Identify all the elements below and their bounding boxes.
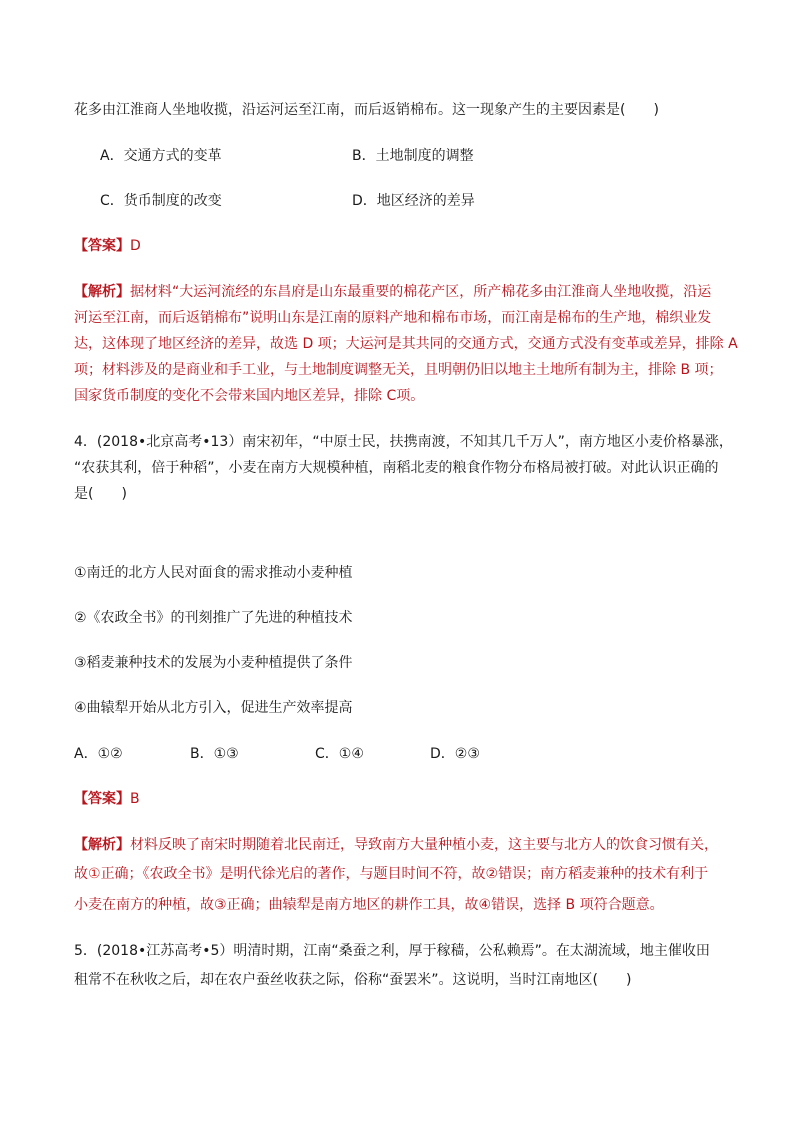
q4-item-2: ②《农政全书》的刊刻推广了先进的种植技术: [74, 610, 353, 626]
q3-analysis-label: 【解析】: [74, 284, 130, 300]
q4-answer-value: B: [130, 791, 140, 807]
q4-item-4: ④曲辕犁开始从北方引入，促进生产效率提高: [74, 700, 353, 716]
q3-analysis-line-2: 河运至江南，而后返销棉布”说明山东是江南的原料产地和棉布市场，而江南是棉布的生产地，棉织业发: [74, 310, 712, 326]
q5-stem-line-1: 5．(2018•江苏高考•5）明清时期，江南“桑蚕之利，厚于稼穑，公私赖焉”。在太湖流域，地主催收田: [74, 943, 710, 959]
q3-answer: [74, 236, 141, 256]
q4-analysis-label: 【解析】: [74, 837, 130, 853]
q3-analysis-text-1: 据材料“大运河流经的东昌府是山东最重要的棉花产区，所产棉花多由江淮商人坐地收揽，沿运: [130, 284, 712, 300]
q4-option-b: B．①③: [190, 746, 239, 762]
q3-analysis-line-1: [74, 282, 711, 302]
q4-analysis-text-2-mark: ①: [88, 866, 101, 882]
q3-answer-value: D: [130, 238, 141, 254]
q4-stem-line-2: “农获其利，倍于种稻”，小麦在南方大规模种植，南稻北麦的粮食作物分布格局被打破。对此认识正确的: [74, 460, 719, 476]
q3-stem-tail: 花多由江淮商人坐地收揽，沿运河运至江南，而后返销棉布。这一现象产生的主要因素是( ): [74, 102, 659, 118]
q4-option-c: C．①④: [315, 746, 364, 762]
q4-stem-line-3: 是( ): [74, 486, 127, 502]
q4-analysis-line-1: [74, 835, 718, 855]
q4-analysis-text-1: 材料反映了南宋时期随着北民南迁，导致南方大量种植小麦，这主要与北方人的饮食习惯有关，: [130, 837, 718, 853]
q3-option-b: B．土地制度的调整: [352, 148, 474, 164]
q3-analysis-line-5: 国家货币制度的变化不会带来国内地区差异，排除 C项。: [74, 388, 425, 404]
q4-analysis-text-2-post: 正确；《农政全书》是明代徐光启的著作，与题目时间不符，故②错误；南方稻麦兼种的技术有利于: [100, 866, 709, 882]
q3-answer-label: 【答案】: [74, 238, 130, 254]
q4-option-a: A．①②: [74, 746, 123, 762]
q3-option-d: D．地区经济的差异: [352, 193, 475, 209]
q4-item-3: ③稻麦兼种技术的发展为小麦种植提供了条件: [74, 655, 353, 671]
q4-analysis-text-2-pre: 故: [74, 866, 88, 882]
q3-analysis-line-3: 达，这体现了地区经济的差异，故选 D 项；大运河是其共同的交通方式，交通方式没有变革或差异，排除 A: [74, 336, 738, 352]
q4-option-d: D．②③: [430, 746, 480, 762]
q4-item-1: ①南迁的北方人民对面食的需求推动小麦种植: [74, 565, 353, 581]
q4-stem-line-1: 4．(2018•北京高考•13）南宋初年，“中原士民，扶携南渡，不知其几千万人”，南方地区小麦价格暴涨，: [74, 434, 733, 450]
q5-stem-line-2: 租常不在秋收之后，却在农户蚕丝收获之际，俗称“蚕罢米”。这说明，当时江南地区( ): [74, 972, 632, 988]
q4-analysis-line-3: 小麦在南方的种植，故③正确；曲辕犁是南方地区的耕作工具，故④错误，选择 B 项符合题意。: [74, 897, 664, 913]
q4-analysis-line-2: [74, 864, 708, 884]
q4-answer-label: 【答案】: [74, 791, 130, 807]
q3-option-c: C．货币制度的改变: [100, 193, 222, 209]
q3-option-a: A．交通方式的变革: [100, 148, 222, 164]
q4-answer: [74, 789, 140, 809]
q3-analysis-line-4: 项；材料涉及的是商业和手工业，与土地制度调整无关，且明朝仍旧以地主土地所有制为主，排除 B 项；: [74, 362, 723, 378]
